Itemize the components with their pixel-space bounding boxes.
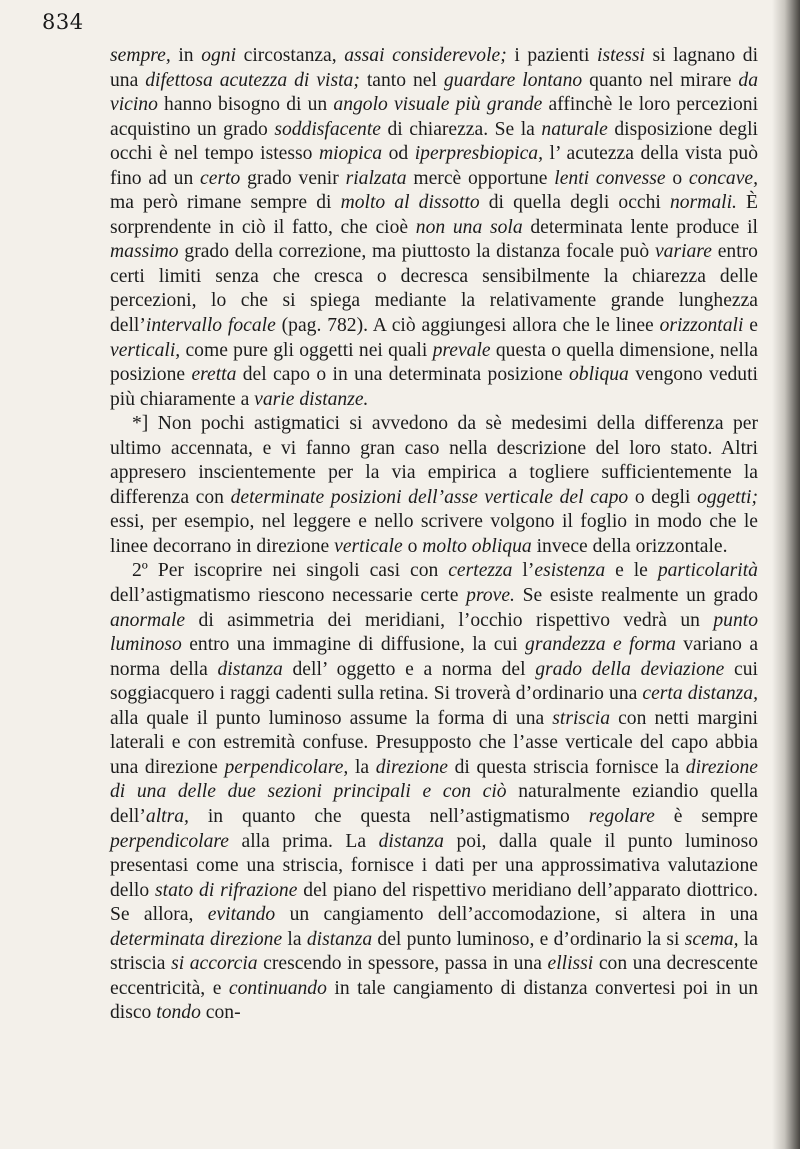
page-binding-shadow <box>772 0 800 1149</box>
italic-text-run: continuando <box>228 977 327 999</box>
italic-text-run: massimo <box>110 241 179 263</box>
text-run: in <box>170 45 202 66</box>
text-run: entro una immagine di diffusione, la cui <box>181 634 526 656</box>
text-run: vengono veduti più chiaramente a <box>110 364 758 410</box>
text-run: entro certi limiti senza che cresca o decresca sensibilmente la chiarezza delle percezioni, lo che si spiega mediante la relativamente grande lunghezza dell’ <box>110 241 758 337</box>
text-run: disposizione degli occhi è nel tempo istesso <box>110 118 758 165</box>
text-run: è sempre <box>654 805 758 827</box>
italic-text-run: anormale <box>110 609 186 631</box>
text-run: mercè opportune <box>406 167 555 189</box>
text-run: con- <box>200 1002 241 1024</box>
italic-text-run: assai considerevole; <box>344 45 507 66</box>
italic-text-run: rialzata <box>345 167 407 189</box>
text-run: o <box>402 535 423 557</box>
body-text <box>110 44 758 1026</box>
text-run: questa o quella dimensione, nella posizione <box>110 339 758 386</box>
italic-text-run: distanza <box>378 830 444 852</box>
text-run: alla prima. La <box>228 830 379 852</box>
text-run: la <box>282 928 307 950</box>
italic-text-run: certo <box>200 167 241 189</box>
italic-text-run: angolo visuale più grande <box>333 94 543 116</box>
italic-text-run: ellissi <box>547 953 594 975</box>
text-run: cui soggiacquero i raggi cadenti sulla retina. Si troverà d’ordinario una <box>110 658 758 705</box>
italic-text-run: non una sola <box>415 216 523 238</box>
italic-text-run: naturale <box>541 118 608 140</box>
italic-text-run: si accorcia <box>171 953 258 975</box>
italic-text-run: iperpresbiopica, <box>414 143 543 165</box>
italic-text-run: grado della deviazione <box>535 658 725 680</box>
text-run: dell’ oggetto e a norma del <box>282 658 536 680</box>
text-run: i pazienti <box>506 45 597 66</box>
italic-text-run: variare <box>654 241 712 263</box>
text-run: alla quale il punto luminoso assume la forma di una <box>110 707 553 729</box>
text-run: invece della orizzontale. <box>531 535 728 557</box>
text-run: di quella degli occhi <box>479 192 670 214</box>
italic-text-run: eretta <box>191 364 237 386</box>
text-run: crescendo in spessore, passa in una <box>257 953 548 975</box>
text-run: o degli <box>628 486 698 508</box>
paragraph <box>110 44 758 412</box>
italic-text-run: certezza <box>448 560 513 582</box>
text-run: come pure gli oggetti nei quali <box>180 339 433 361</box>
italic-text-run: punto luminoso <box>110 609 758 656</box>
text-run: si lagnano di una <box>110 45 759 91</box>
italic-text-run: istessi <box>597 45 645 66</box>
italic-text-run: perpendicolare, <box>224 756 349 778</box>
text-run: l’ acutezza della vista può fino ad un <box>110 143 759 189</box>
italic-text-run: orizzontali <box>659 315 744 337</box>
italic-text-run: difettosa acutezza di vista; <box>145 69 360 91</box>
text-run: È sorprendente in ciò il fatto, che cioè <box>110 192 758 238</box>
italic-text-run: verticali, <box>110 339 181 361</box>
italic-text-run: striscia <box>552 707 610 729</box>
italic-text-run: oggetti; <box>697 486 759 508</box>
italic-text-run: stato di rifrazione <box>155 879 298 901</box>
text-run: di chiarezza. Se la <box>380 118 542 140</box>
text-run: del punto luminoso, e d’ordinario la si <box>372 928 685 950</box>
italic-text-run: ogni <box>201 45 237 66</box>
italic-text-run: obliqua <box>568 364 629 386</box>
page-number: 834 <box>42 10 84 34</box>
text-run: essi, per esempio, nel leggere e nello scrivere volgono il foglio in modo che le linee decorrano in direzione <box>110 511 758 557</box>
italic-text-run: molto obliqua <box>422 535 532 557</box>
text-run: in quanto che questa nell’astigmatismo <box>188 805 589 827</box>
italic-text-run: da vicino <box>110 69 758 116</box>
text-run: determinata lente produce il <box>522 216 758 238</box>
italic-text-run: perpendicolare <box>110 830 229 852</box>
italic-text-run: determinate posizioni dell’asse verticale del capo <box>230 486 629 508</box>
italic-text-run: determinata direzione <box>110 928 283 950</box>
italic-text-run: normali. <box>669 192 737 214</box>
italic-text-run: certa distanza, <box>642 683 758 705</box>
italic-text-run: prove. <box>466 585 515 607</box>
italic-text-run: altra, <box>145 805 189 827</box>
text-run: od <box>382 143 415 165</box>
text-run: del capo o in una determinata posizione <box>236 364 569 386</box>
text-run: *] Non pochi astigmatici si avvedono da sè medesimi della differenza per ultimo accennata, e vi fanno gran caso nella descrizione del loro stato. Altri appresero inscientemente per la via empirica a togliere sufficientemente la differenza con <box>110 413 758 508</box>
italic-text-run: direzione di una delle due sezioni principali e con ciò <box>110 756 758 803</box>
text-run: dell’astigmatismo riescono necessarie certe <box>110 585 467 607</box>
text-run: grado venir <box>240 167 346 189</box>
text-run: tanto nel <box>359 69 444 91</box>
text-run: ma però rimane sempre di <box>110 192 341 214</box>
text-run: con netti margini laterali e con estremità confuse. Presupposto che l’asse verticale del capo abbia una direzione <box>110 707 758 778</box>
text-run: in tale cangiamento di distanza convertesi poi in un disco <box>110 977 759 1024</box>
italic-text-run: esistenza <box>534 560 606 582</box>
text-run: quanto nel mirare <box>582 69 739 91</box>
italic-text-run: lenti convesse <box>554 167 666 189</box>
italic-text-run: tondo <box>156 1002 201 1024</box>
italic-text-run: guardare lontano <box>443 69 583 91</box>
italic-text-run: evitando <box>207 904 276 926</box>
paragraph <box>110 559 758 1025</box>
text-run: la <box>348 756 376 778</box>
italic-text-run: miopica <box>318 143 383 165</box>
text-run: l’ <box>512 560 535 582</box>
italic-text-run: molto al dissotto <box>340 192 480 214</box>
italic-text-run: distanza <box>306 928 373 950</box>
text-run: variano a norma della <box>110 634 759 680</box>
text-run: di asimmetria dei meridiani, l’occhio rispettivo vedrà un <box>185 609 714 631</box>
text-run: e <box>743 315 758 337</box>
text-run: poi, dalla quale il punto luminoso presentasi come una striscia, fornisce i dati per una approssimativa valutazione dello <box>110 830 758 901</box>
text-run: affinchè le loro percezioni acquistino un grado <box>110 94 759 140</box>
text-run: e le <box>605 560 658 582</box>
footnote-paragraph <box>110 412 758 559</box>
text-run: (pag. 782). A ciò aggiungesi allora che le linee <box>275 315 660 337</box>
italic-text-run: scema, <box>684 928 739 950</box>
text-run: hanno bisogno di un <box>157 94 334 116</box>
text-run: con una decrescente eccentricità, e <box>110 953 758 999</box>
text-run: di questa striscia fornisce la <box>447 756 686 778</box>
italic-text-run: intervallo focale <box>145 315 276 337</box>
italic-text-run: soddisfacente <box>274 118 381 140</box>
italic-text-run: prevale <box>432 339 491 361</box>
italic-text-run: verticale <box>334 535 403 557</box>
italic-text-run: sempre, <box>110 45 171 66</box>
text-run: un cangiamento dell’accomodazione, si altera in una <box>275 904 758 926</box>
italic-text-run: varie distanze. <box>254 388 369 410</box>
text-run: la striscia <box>110 928 758 975</box>
italic-text-run: concave, <box>688 167 758 189</box>
text-run: Se esiste realmente un grado <box>514 585 758 607</box>
text-run: circostanza, <box>236 45 345 66</box>
italic-text-run: grandezza e forma <box>525 634 676 656</box>
italic-text-run: direzione <box>375 756 448 778</box>
italic-text-run: particolarità <box>657 560 758 582</box>
italic-text-run: distanza <box>217 658 283 680</box>
text-run: naturalmente eziandio quella dell’ <box>110 781 758 827</box>
italic-text-run: regolare <box>588 805 655 827</box>
text-run: 2º Per iscoprire nei singoli casi con <box>132 560 449 582</box>
text-run: del piano del rispettivo meridiano dell’apparato diottrico. Se allora, <box>110 879 758 926</box>
text-run: grado della correzione, ma piuttosto la distanza focale può <box>178 241 655 263</box>
text-run: o <box>665 167 689 189</box>
